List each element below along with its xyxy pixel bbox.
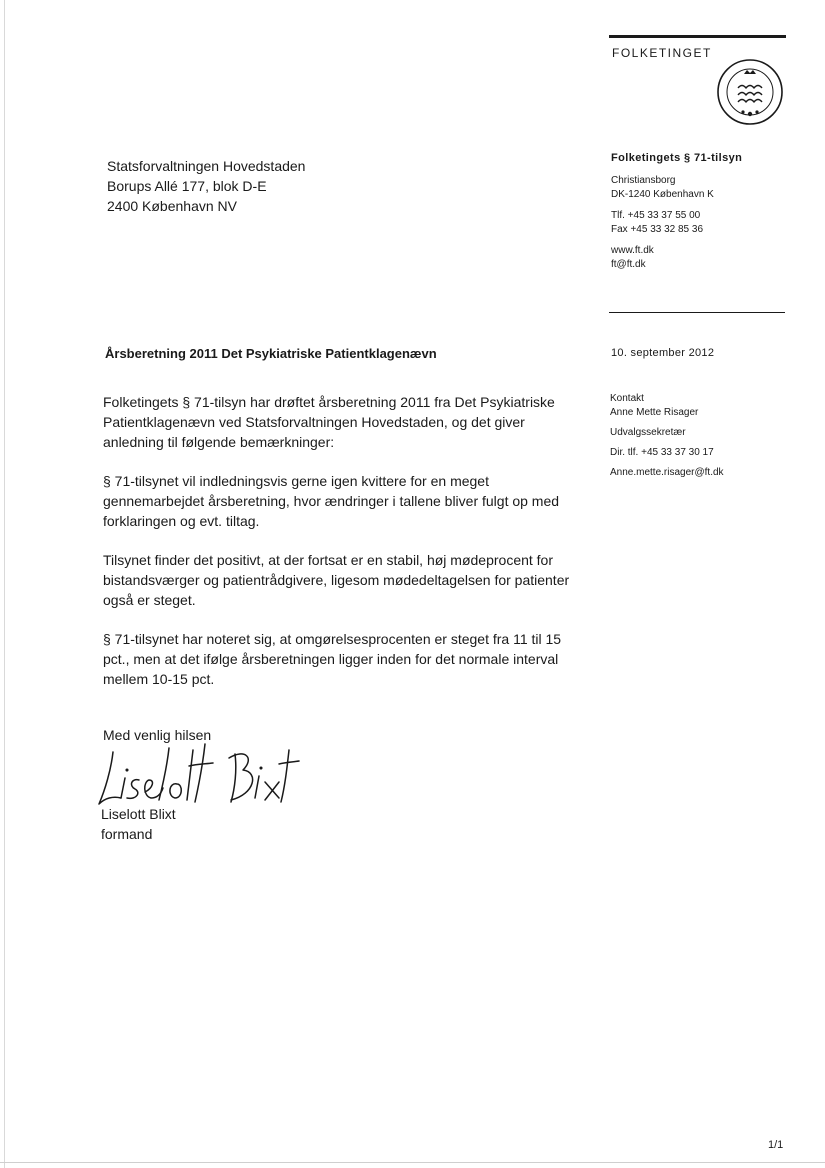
sender-fax: Fax +45 33 32 85 36 [611,224,704,235]
recipient-address [107,156,305,216]
contact-phone: Dir. tlf. +45 33 37 30 17 [610,447,714,458]
contact-role: Udvalgssekretær [610,427,686,438]
page-edge [4,0,5,1168]
contact-info [610,392,724,480]
contact-label: Kontakt [610,393,644,404]
signer-title: formand [101,826,153,842]
closing-salutation: Med venlig hilsen [103,727,212,743]
signer-name: Liselott Blixt [101,806,176,822]
handwritten-signature [95,742,300,810]
body-paragraph: § 71-tilsynet vil indledningsvis gerne igen kvittere for en meget gennemarbejdet årsberetning, hvor ændringer i tallene bliver fulgt op med forklaringen og evt. tiltag. [103,473,560,529]
body-paragraph: Folketingets § 71-tilsyn har drøftet årsberetning 2011 fra Det Psykiatriske Patientklagenævn ved Statsforvaltningen Hovedstaden, og det giver anledning til følgende bemærkninger: [103,394,555,450]
sender-phone: Tlf. +45 33 37 55 00 [611,210,701,221]
sender-street: Christiansborg [611,175,676,186]
letter-date: 10. september 2012 [611,347,715,359]
sender-website: www.ft.dk [611,245,654,256]
letterhead-rule [609,35,786,38]
signer-block [101,804,176,844]
recipient-line: 2400 København NV [107,198,237,214]
recipient-line: Statsforvaltningen Hovedstaden [107,158,306,174]
parliament-seal-icon [716,58,784,126]
contact-email: Anne.mette.risager@ft.dk [610,467,724,478]
organization-name: FOLKETINGET [612,46,712,60]
recipient-line: Borups Allé 177, blok D-E [107,178,267,194]
contact-name: Anne Mette Risager [610,407,699,418]
letter-subject: Årsberetning 2011 Det Psykiatriske Patientklagenævn [105,346,437,361]
sender-city: DK-1240 København K [611,189,714,200]
sender-title: Folketingets § 71-tilsyn [611,152,743,164]
sender-info [611,152,787,272]
page-number: 1/1 [768,1139,784,1151]
page-edge [0,1162,825,1163]
body-paragraph: Tilsynet finder det positivt, at der fortsat er en stabil, høj mødeprocent for bistandsværger og patientrådgivere, ligesom mødedeltagelsen for patienter også er steget. [103,552,570,608]
sidebar-divider [609,312,785,313]
sender-email: ft@ft.dk [611,259,646,270]
body-paragraph: § 71-tilsynet har noteret sig, at omgørelsesprocenten er steget fra 11 til 15 pct., men at det ifølge årsberetningen ligger inden for det normale interval mellem 10-15 pct. [103,631,562,687]
letter-body [103,392,583,708]
